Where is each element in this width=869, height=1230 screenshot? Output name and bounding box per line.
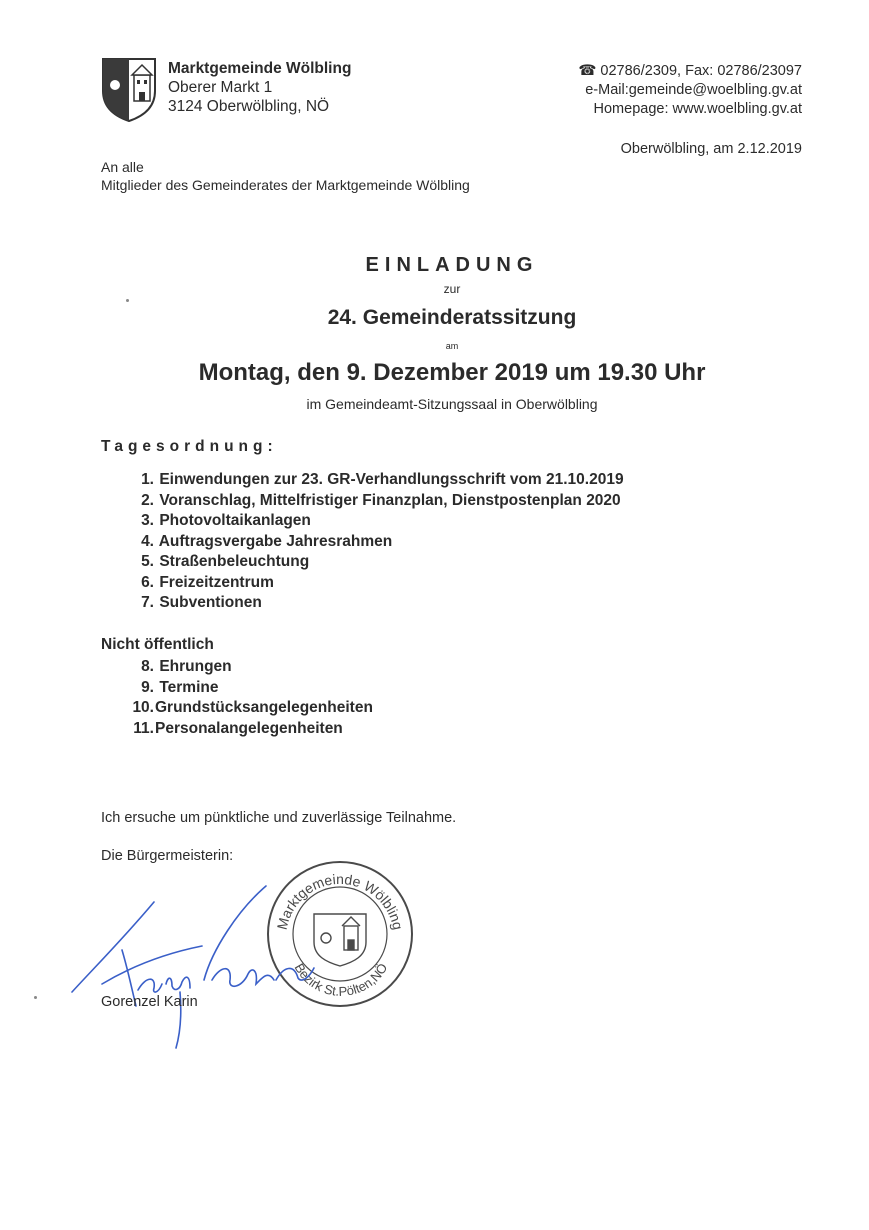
agenda-item	[126, 573, 624, 594]
agenda-item-text: Ehrungen	[159, 658, 232, 675]
date-line: Oberwölbling, am 2.12.2019	[620, 141, 802, 157]
agenda-item-text: Voranschlag, Mittelfristiger Finanzplan, Dienstpostenplan 2020	[159, 491, 621, 509]
meeting-title: 24. Gemeinderatssitzung	[327, 306, 577, 329]
recipient-line-2: Mitglieder des Gemeinderates der Marktgemeinde Wölbling	[101, 177, 470, 193]
homepage-line: Homepage: www.woelbling.gv.at	[593, 101, 802, 117]
agenda-item	[126, 511, 624, 532]
closed-session-title: Nicht öffentlich	[101, 636, 214, 653]
meeting-place: im Gemeindeamt-Sitzungssaal in Oberwölbling	[306, 396, 598, 412]
agenda-list	[126, 470, 624, 614]
city-address: 3124 Oberwölbling, NÖ	[168, 98, 330, 115]
coat-of-arms-logo	[101, 57, 157, 123]
agenda-item-number: 3.	[141, 512, 154, 529]
agenda-item-text: Einwendungen zur 23. GR-Verhandlungsschrift vom 21.10.2019	[159, 471, 624, 488]
agenda-item-number: 9.	[141, 678, 154, 696]
agenda-item	[126, 491, 624, 512]
agenda-title: Tagesordnung:	[101, 438, 278, 455]
agenda-item	[126, 698, 373, 719]
agenda-item-text: Subventionen	[159, 594, 262, 611]
agenda-item	[126, 719, 373, 740]
agenda-item-text: Personalangelegenheiten	[155, 719, 343, 737]
agenda-item-text: Photovoltaikanlagen	[159, 512, 311, 529]
signoff-line: Die Bürgermeisterin:	[101, 848, 234, 864]
zur-label: zur	[443, 282, 461, 296]
agenda-item-number: 7.	[141, 594, 154, 611]
email-line: e-Mail:gemeinde@woelbling.gv.at	[585, 82, 802, 98]
agenda-item-text: Auftragsvergabe Jahresrahmen	[158, 532, 393, 550]
street-address: Oberer Markt 1	[168, 79, 273, 96]
agenda-item	[126, 657, 373, 678]
handwritten-signature	[62, 880, 382, 1050]
closed-agenda-list	[126, 657, 373, 739]
agenda-item-number: 1.	[141, 471, 154, 488]
agenda-item	[126, 593, 624, 614]
agenda-item-text: Freizeitzentrum	[159, 573, 274, 591]
agenda-item-number: 2.	[141, 491, 154, 509]
am-label: am	[445, 341, 459, 351]
sender-address	[168, 59, 351, 116]
telephone-icon: ☎	[578, 63, 597, 79]
seal-bottom-text: Bezirk St.Pölten,NÖ	[291, 960, 391, 999]
agenda-item-number: 5.	[141, 553, 154, 570]
agenda-item	[126, 552, 624, 573]
agenda-item-text: Termine	[159, 678, 219, 696]
agenda-item	[126, 532, 624, 553]
agenda-item-number: 11.	[133, 719, 154, 737]
agenda-item-text: Straßenbeleuchtung	[159, 553, 310, 570]
recipient-line-1: An alle	[101, 159, 144, 175]
phone-line	[578, 62, 802, 81]
meeting-datetime: Montag, den 9. Dezember 2019 um 19.30 Uhr	[198, 359, 706, 386]
seal-top-text: Marktgemeinde Wölbling	[273, 870, 407, 932]
municipality-name: Marktgemeinde Wölbling	[168, 60, 352, 77]
agenda-item-number: 8.	[141, 658, 154, 675]
signer-name: Gorenzel Karin	[101, 994, 198, 1010]
closing-sentence: Ich ersuche um pünktliche und zuverlässige Teilnahme.	[101, 810, 457, 826]
agenda-item	[126, 470, 624, 491]
agenda-item-number: 6.	[141, 573, 154, 591]
phone-fax: 02786/2309, Fax: 02786/23097	[600, 63, 802, 79]
agenda-item-number: 4.	[141, 532, 154, 550]
contact-block	[578, 62, 802, 119]
invitation-heading: EINLADUNG	[365, 254, 539, 276]
recipient-block	[101, 158, 470, 194]
agenda-item	[126, 678, 373, 699]
agenda-item-text: Grundstücksangelegenheiten	[155, 699, 373, 716]
agenda-item-number: 10.	[132, 699, 154, 716]
scan-speck	[34, 996, 37, 999]
scan-speck	[126, 299, 129, 302]
